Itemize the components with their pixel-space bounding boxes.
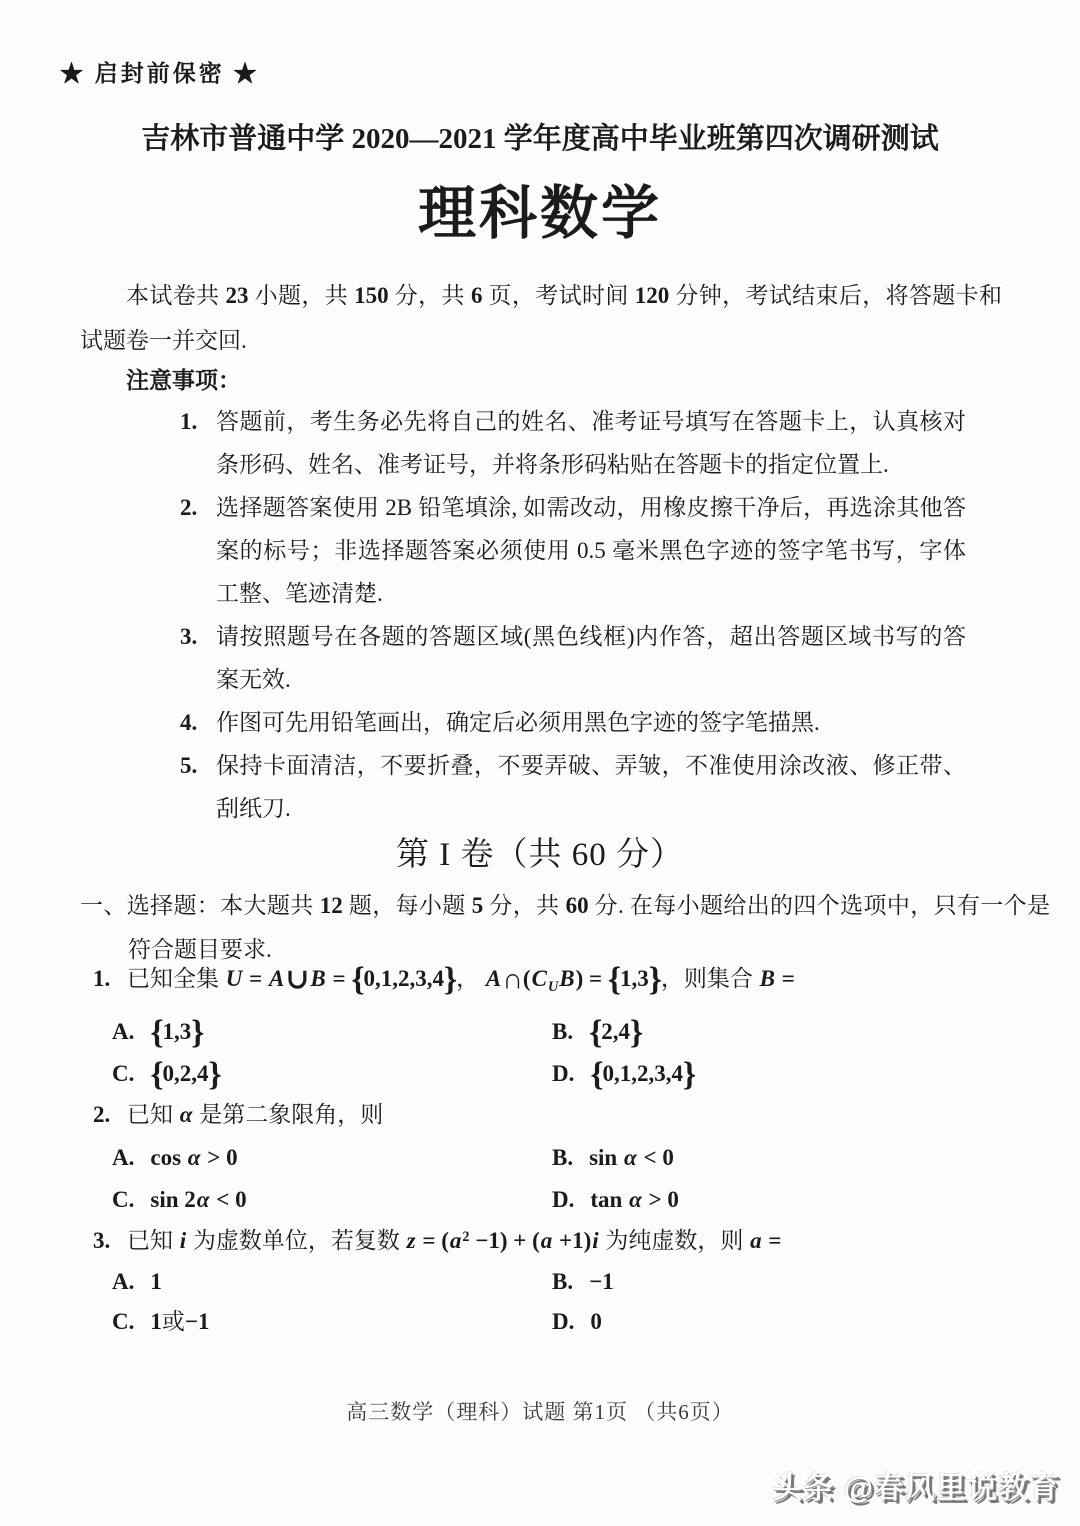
- text-segment: =: [762, 1228, 782, 1254]
- note-item-2: [180, 486, 966, 615]
- text-segment: 分钟，考试结束后，将答题卡和试题卷一并交回.: [80, 283, 1003, 353]
- option-text: [150, 1302, 209, 1342]
- text-segment: 0,1,2,3,4: [602, 1061, 684, 1086]
- question-3-option-c: [112, 1302, 209, 1342]
- text-segment: > 0: [201, 1145, 238, 1170]
- text-segment: −1: [589, 1269, 614, 1294]
- text-segment: α: [196, 1187, 210, 1212]
- note-item-1: [180, 400, 966, 486]
- text-segment: }: [444, 961, 457, 998]
- text-segment: 已知: [127, 1228, 179, 1254]
- option-text: [589, 1262, 614, 1302]
- text-segment: i: [592, 1228, 599, 1254]
- text-segment: ): [575, 966, 584, 991]
- option-text: [150, 1180, 246, 1220]
- question-stem: [127, 1216, 782, 1262]
- note-number: 5.: [180, 753, 198, 778]
- text-segment: }: [191, 1014, 204, 1051]
- text-segment: 2: [462, 1229, 470, 1245]
- text-segment: 题，每小题: [342, 893, 472, 918]
- option-label: C.: [112, 1187, 135, 1212]
- text-segment: {: [590, 1056, 603, 1093]
- text-segment: tan: [590, 1187, 629, 1212]
- note-text: 答题前，考生务必先将自己的姓名、准考证号填写在答题卡上，认真核对条形码、姓名、准考证号，并将条形码粘贴在答题卡的指定位置上.: [216, 409, 966, 477]
- note-number: 3.: [180, 624, 198, 649]
- option-text: [589, 1012, 642, 1052]
- question-1: [93, 958, 795, 1008]
- text-segment: α: [179, 1102, 193, 1127]
- subject-title: 理科数学: [417, 181, 662, 246]
- text-segment: ∪: [285, 963, 310, 996]
- text-segment: > 0: [642, 1187, 679, 1212]
- text-segment: 分，共: [483, 893, 566, 918]
- text-segment: 120: [634, 283, 670, 308]
- text-segment: a: [540, 1228, 553, 1254]
- question-2-option-d: [552, 1180, 679, 1220]
- text-segment: A: [485, 966, 502, 991]
- text-segment: 60: [565, 893, 589, 918]
- text-segment: −1: [184, 1309, 210, 1334]
- question-2-option-a: [112, 1138, 238, 1178]
- option-label: D.: [552, 1187, 575, 1212]
- question-1-option-a: [112, 1012, 203, 1052]
- text-segment: 分，共: [388, 283, 471, 308]
- text-segment: 6: [470, 283, 483, 308]
- note-text: 选择题答案使用 2B 铅笔填涂, 如需改动，用橡皮擦干净后，再选涂其他答案的标号；非选择题答案必须使用 0.5 毫米黑色字迹的签字笔书写，字体工整、笔迹清楚.: [216, 495, 966, 606]
- option-text: [150, 1054, 220, 1094]
- note-text: 请按照题号在各题的答题区域(黑色线框)内作答，超出答题区域书写的答案无效.: [216, 624, 966, 692]
- option-label: B.: [552, 1145, 574, 1170]
- question-3-option-a: [112, 1262, 162, 1302]
- text-segment: {: [150, 1056, 163, 1093]
- option-label: A.: [112, 1019, 135, 1044]
- question-stem: [127, 958, 795, 1008]
- text-segment: 一、选择题：本大题共: [80, 893, 320, 918]
- text-segment: < 0: [637, 1145, 674, 1170]
- school-title: 吉林市普通中学 2020—2021 学年度高中毕业班第四次调研测试: [141, 123, 939, 155]
- text-segment: U: [225, 966, 243, 991]
- text-segment: 12: [319, 893, 343, 918]
- text-segment: α: [629, 1187, 642, 1212]
- text-segment: α: [623, 1145, 637, 1170]
- intro-paragraph: [80, 273, 1002, 363]
- note-number: 4.: [180, 710, 198, 735]
- notes-list: [180, 400, 966, 830]
- text-segment: 0: [590, 1309, 602, 1334]
- text-segment: −1) + (: [469, 1228, 540, 1254]
- text-segment: 2,4: [601, 1019, 630, 1044]
- question-3-option-d: [552, 1302, 602, 1342]
- note-number: 2.: [180, 495, 198, 520]
- text-segment: 为虚数单位，若复数: [187, 1228, 406, 1254]
- page-footer: 高三数学（理科）试题 第1页 （共6页）: [346, 1400, 734, 1424]
- text-segment: ，则集合: [660, 966, 759, 991]
- question-3-option-b: [552, 1262, 614, 1302]
- text-segment: 1,3: [162, 1019, 192, 1044]
- option-label: C.: [112, 1061, 135, 1086]
- notes-label: 注意事项：: [126, 368, 241, 393]
- text-segment: 是第二象限角，则: [193, 1102, 384, 1127]
- text-segment: 小题，共: [248, 283, 355, 308]
- text-segment: {: [589, 1014, 602, 1051]
- note-text: 作图可先用铅笔画出，确定后必须用黑色字迹的签字笔描黑.: [216, 710, 820, 735]
- text-segment: sin 2: [150, 1187, 196, 1212]
- question-stem: [127, 1094, 383, 1136]
- option-text: [590, 1302, 602, 1342]
- question-3: [93, 1216, 782, 1262]
- text-segment: cos: [150, 1145, 187, 1170]
- watermark: 头条 @春风里说教育: [772, 1472, 1060, 1505]
- option-text: [590, 1180, 679, 1220]
- text-segment: B: [559, 966, 575, 991]
- text-segment: 0,1,2,3,4: [363, 966, 445, 991]
- text-segment: U: [547, 978, 559, 995]
- text-segment: }: [629, 1014, 643, 1051]
- question-1-option-b: [552, 1012, 642, 1052]
- option-text: [150, 1262, 162, 1302]
- note-text: 保持卡面清洁，不要折叠，不要弄破、弄皱，不准使用涂改液、修正带、刮纸刀.: [216, 753, 966, 821]
- question-1-option-c: [112, 1054, 221, 1094]
- text-segment: ，: [456, 966, 485, 991]
- text-segment: 1: [150, 1309, 162, 1334]
- note-item-5: [180, 744, 966, 830]
- question-number: 2.: [93, 1102, 111, 1127]
- text-segment: 1,3: [620, 966, 649, 991]
- text-segment: 已知全集: [127, 966, 225, 991]
- text-segment: 本试卷共: [126, 283, 226, 308]
- text-segment: =: [583, 966, 608, 991]
- text-segment: }: [683, 1056, 696, 1093]
- text-segment: B: [310, 966, 326, 991]
- text-segment: sin: [589, 1145, 623, 1170]
- question-2: [93, 1094, 383, 1136]
- security-notice: ★ 启封前保密 ★: [60, 61, 260, 86]
- text-segment: 150: [354, 283, 389, 308]
- question-1-option-d: [552, 1054, 695, 1094]
- text-segment: 或: [161, 1309, 185, 1334]
- text-segment: 页，考试时间: [482, 283, 635, 308]
- text-segment: A: [268, 966, 285, 991]
- option-label: C.: [112, 1309, 135, 1334]
- option-text: [150, 1138, 237, 1178]
- option-label: B.: [552, 1269, 574, 1294]
- option-label: A.: [112, 1145, 135, 1170]
- text-segment: a: [750, 1228, 762, 1254]
- text-segment: z: [406, 1228, 416, 1254]
- text-segment: a: [449, 1228, 462, 1254]
- text-segment: +1): [553, 1228, 592, 1254]
- text-segment: B: [759, 966, 775, 991]
- option-text: [590, 1054, 695, 1094]
- option-label: D.: [552, 1309, 575, 1334]
- section-1-header: 第 I 卷（共 60 分）: [396, 837, 684, 873]
- text-segment: C: [531, 966, 547, 991]
- question-number: 1.: [93, 966, 111, 991]
- text-segment: (: [522, 966, 531, 991]
- text-segment: 23: [225, 283, 249, 308]
- text-segment: =: [775, 966, 795, 991]
- text-segment: 0,2,4: [162, 1061, 209, 1086]
- text-segment: =: [326, 966, 352, 991]
- option-label: D.: [552, 1061, 575, 1086]
- text-segment: }: [648, 961, 661, 998]
- option-text: [150, 1012, 203, 1052]
- question-2-option-b: [552, 1138, 674, 1178]
- text-segment: α: [187, 1145, 201, 1170]
- text-segment: {: [150, 1014, 163, 1051]
- text-segment: {: [351, 961, 364, 998]
- option-text: [589, 1138, 674, 1178]
- text-segment: ∩: [502, 963, 523, 996]
- question-2-option-c: [112, 1180, 247, 1220]
- text-segment: 为纯虚数，则: [599, 1228, 750, 1254]
- note-item-4: [180, 701, 966, 744]
- question-number: 3.: [93, 1228, 111, 1254]
- text-segment: 5: [471, 893, 484, 918]
- option-label: A.: [112, 1269, 135, 1294]
- text-segment: }: [208, 1056, 221, 1093]
- note-item-3: [180, 615, 966, 701]
- option-label: B.: [552, 1019, 574, 1044]
- text-segment: = (: [416, 1228, 449, 1254]
- text-segment: =: [243, 966, 268, 991]
- text-segment: 1: [150, 1269, 162, 1294]
- text-segment: 已知: [127, 1102, 179, 1127]
- note-number: 1.: [180, 409, 198, 434]
- text-segment: 分. 在每小题给出的四个选项中，只有一个是符合题目要求.: [128, 893, 1051, 962]
- text-segment: {: [607, 961, 620, 998]
- text-segment: < 0: [210, 1187, 247, 1212]
- text-segment: i: [179, 1228, 187, 1254]
